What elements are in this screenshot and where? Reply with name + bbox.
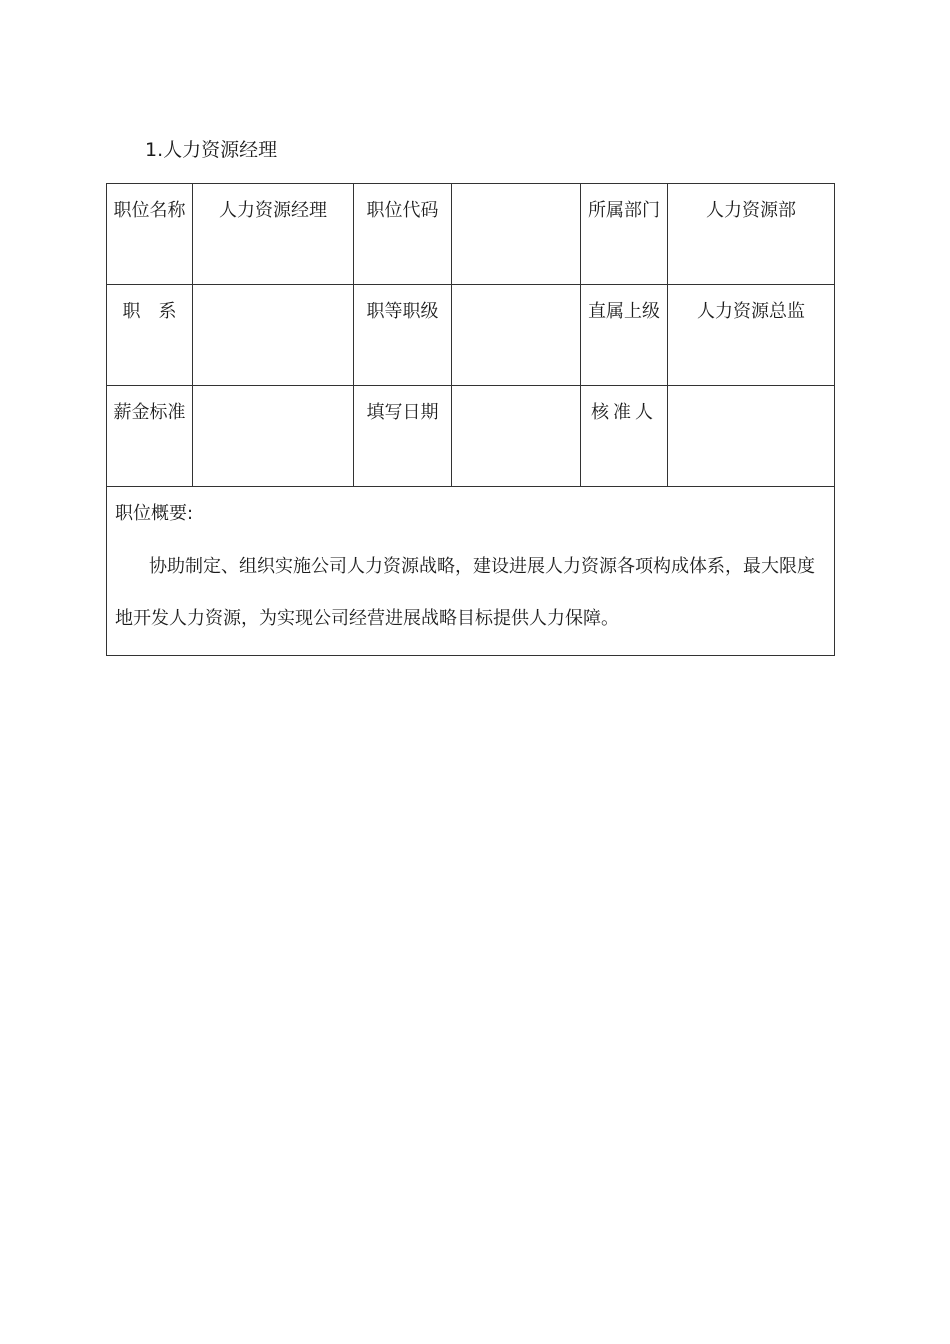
- position-code-label: 职位代码: [354, 184, 452, 285]
- table-row: [107, 285, 835, 386]
- job-grade-label: 职等职级: [354, 285, 452, 386]
- table-row: [107, 487, 835, 656]
- approver-label: 核准人: [581, 386, 668, 487]
- job-grade-value: [452, 285, 581, 386]
- job-family-label: 职 系: [107, 285, 193, 386]
- position-summary-text: 协助制定、组织实施公司人力资源战略，建设进展人力资源各项构成体系，最大限度地开发人力资源，为实现公司经营进展战略目标提供人力保障。: [115, 556, 815, 629]
- salary-standard-value: [193, 386, 354, 487]
- direct-supervisor-value: 人力资源总监: [668, 285, 835, 386]
- job-description-table: [106, 183, 835, 656]
- fill-date-value: [452, 386, 581, 487]
- job-family-value: [193, 285, 354, 386]
- section-heading: 1.人力资源经理: [145, 139, 278, 161]
- position-summary-label: 职位概要:: [115, 503, 194, 524]
- position-summary-cell: [107, 487, 835, 656]
- salary-standard-label: 薪金标准: [107, 386, 193, 487]
- department-label: 所属部门: [581, 184, 668, 285]
- department-value: 人力资源部: [668, 184, 835, 285]
- position-name-value: 人力资源经理: [193, 184, 354, 285]
- position-code-value: [452, 184, 581, 285]
- position-name-label: 职位名称: [107, 184, 193, 285]
- approver-value: [668, 386, 835, 487]
- table-row: [107, 386, 835, 487]
- direct-supervisor-label: 直属上级: [581, 285, 668, 386]
- fill-date-label: 填写日期: [354, 386, 452, 487]
- table-row: [107, 184, 835, 285]
